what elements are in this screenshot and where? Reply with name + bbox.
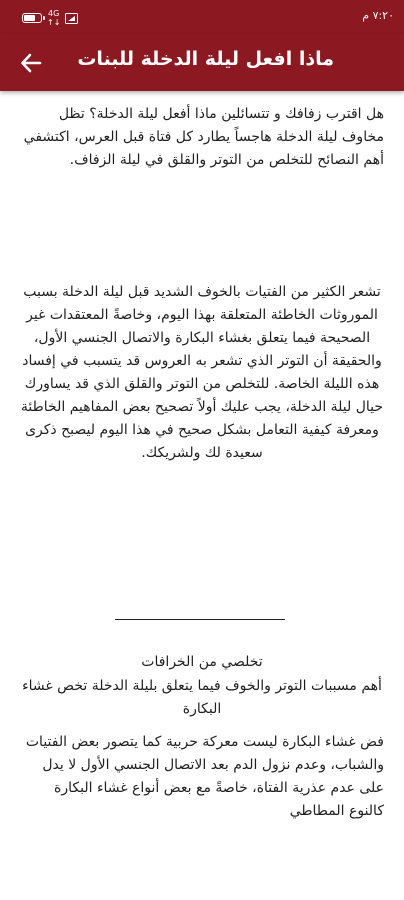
status-time: ٧:٢٠ م (362, 9, 394, 22)
section-subheading: أهم مسببات التوتر والخوف فيما يتعلق بليلة الدخلة تخص غشاء البكارة (22, 678, 382, 717)
battery-icon (22, 13, 42, 23)
section-heading: تخلصي من الخرافات (141, 654, 263, 670)
network-type: 4G (48, 9, 60, 18)
section-body: فض غشاء البكارة ليست معركة حربية كما يتصور بعض الفتيات والشباب، وعدم نزول الدم بعد الاتصال الجنسي الأول لا يدل على عدم عذرية الفتاة، خاصةً مع بعض أنواع غشاء البكارة كالنوع المطاطي (25, 734, 384, 819)
network-activity: ↑↓ (47, 18, 61, 27)
article-content[interactable] (0, 91, 404, 845)
section-divider (115, 619, 285, 620)
bottom-area (0, 845, 404, 900)
status-icons (22, 9, 78, 27)
app-bar (0, 34, 404, 91)
signal-icon (65, 13, 78, 24)
article-body: تشعر الكثير من الفتيات بالخوف الشديد قبل ليلة الدخلة بسبب الموروثات الخاطئة المتعلقة بهذا اليوم، وخاصةً المعتقدات غير الصحيحة فيما يتعلق بغشاء البكارة والاتصال الجنسي الأول، والحقيقة أن التوتر الذي تشعر به العروس قد يتسبب في إفساد هذه الليلة الخاصة. للتخلص من التوتر والقلق الذي قد يساورك حيال ليلة الدخلة، يجب عليك أولاً تصحيح بعض المفاهيم الخاطئة ومعرفة كيفية التعامل بشكل صحيح في هذا اليوم ليصبح ذكرى سعيدة لك ولشريكك. (20, 284, 384, 461)
page-title: ماذا افعل ليلة الدخلة للبنات (77, 48, 334, 70)
article-intro: هل اقترب زفافك و تتسائلين ماذا أفعل ليلة الدخلة؟ تظل مخاوف ليلة الدخلة هاجساً يطارد كل فتاة قبل العرس، اكتشفي أهم النصائح للتخلص من التوتر والقلق في ليلة الزفاف. (23, 106, 384, 168)
network-indicator (47, 9, 60, 27)
back-button[interactable] (16, 48, 46, 78)
status-bar (0, 0, 404, 34)
arrow-left-icon (20, 52, 42, 74)
